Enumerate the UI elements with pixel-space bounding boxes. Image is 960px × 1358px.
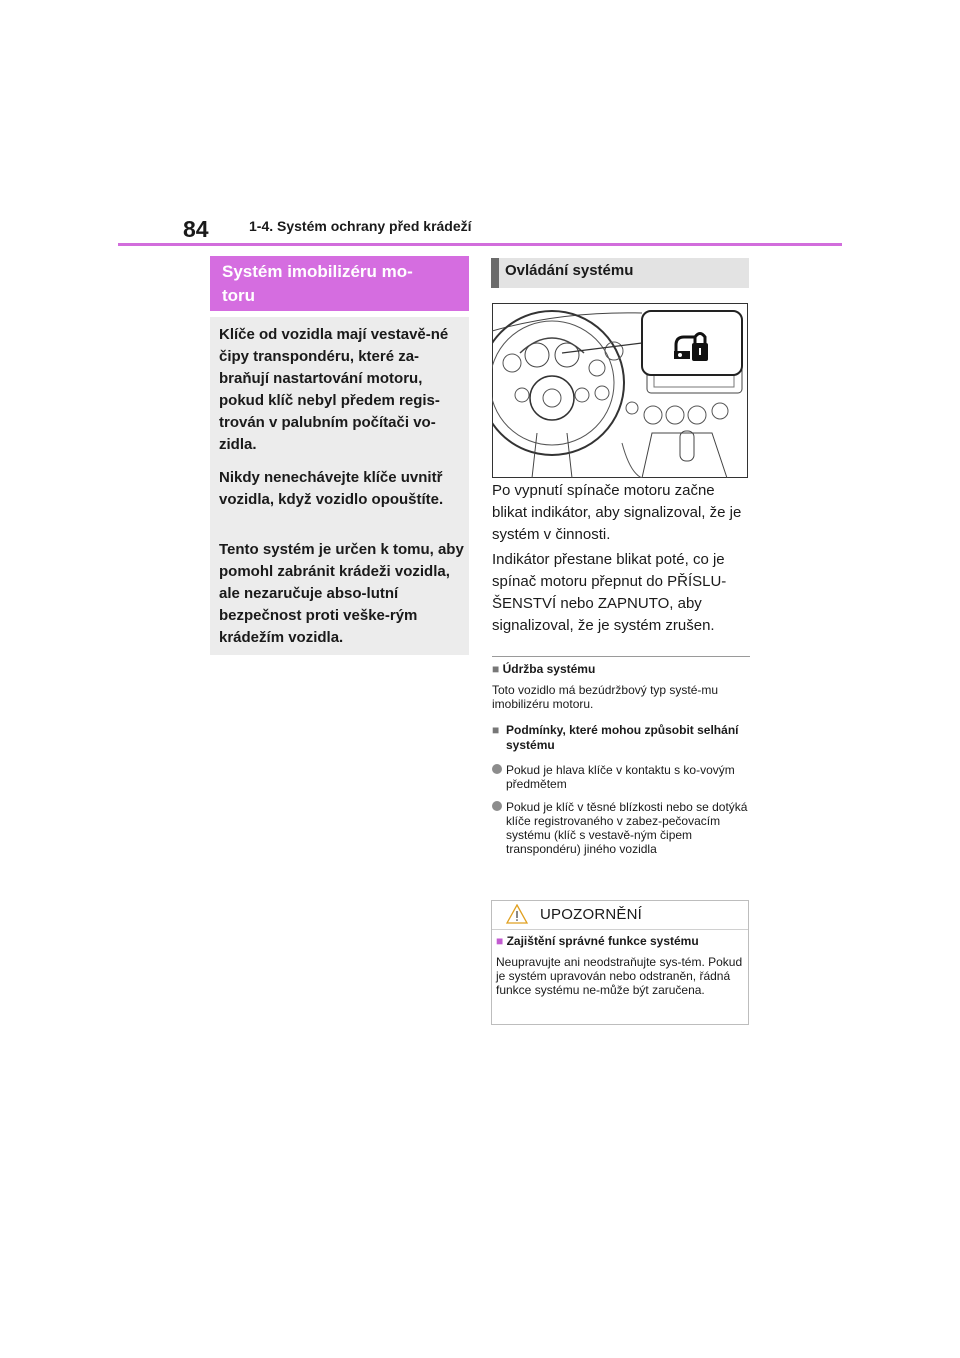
right-paragraph-1: Po vypnutí spínače motoru začne blikat indikátor, aby signalizoval, že je systém v činnosti.	[492, 482, 742, 543]
maintenance-text: Toto vozidlo má bezúdržbový typ systé-mu imobilizéru motoru.	[492, 683, 719, 711]
right-divider	[492, 656, 750, 657]
right-title-bar	[491, 258, 499, 288]
left-paragraph-1: Klíče od vozidla mají vestavě-né čipy transpondéru, které za-braňují nastartování motoru, pokud klíč nebyl předem regis-trován v palubním počítači vo-zidla.	[219, 326, 449, 453]
warning-subheading-text: Zajištění správné funkce systému	[506, 934, 699, 948]
warning-triangle-icon	[506, 904, 528, 924]
page-number: 84	[183, 216, 209, 242]
left-paragraph-3: Tento systém je určen k tomu, aby pomohl zabránit krádeži vozidla, ale nezaručuje abso-lutní bezpečnost proti veške-rým krádežím vozidla.	[219, 541, 464, 646]
round-bullet-icon	[492, 764, 502, 774]
condition-bullet-2	[492, 800, 750, 856]
header-rule	[118, 243, 842, 246]
maintenance-heading	[492, 662, 750, 677]
warning-divider	[492, 929, 748, 930]
square-bullet-icon: ■	[492, 662, 500, 676]
section-header: 1-4. Systém ochrany před krádeží	[249, 218, 472, 234]
dashboard-illustration	[492, 303, 748, 478]
conditions-heading-text: Podmínky, které mohou způsobit selhání systému	[506, 723, 739, 752]
right-paragraph-2: Indikátor přestane blikat poté, co je spínač motoru přepnut do PŘÍSLU-ŠENSTVÍ nebo ZAPNUTO, aby signalizoval, že je systém zrušen.	[492, 551, 727, 634]
left-title-line-2: toru	[222, 286, 256, 305]
left-paragraph-2: Nikdy nenechávejte klíče uvnitř vozidla, když vozidlo opouštíte.	[219, 469, 444, 508]
warning-subheading	[496, 934, 744, 948]
left-title-line-1: Systém imobilizéru mo-	[222, 262, 413, 281]
warning-title: UPOZORNĚNÍ	[540, 906, 643, 923]
round-bullet-icon	[492, 801, 502, 811]
conditions-heading	[492, 723, 750, 753]
condition-bullet-1-text: Pokud je hlava klíče v kontaktu s ko-vovým předmětem	[506, 763, 735, 791]
square-bullet-icon: ■	[492, 723, 500, 737]
right-section-title: Ovládání systému	[505, 262, 634, 279]
condition-bullet-1	[492, 763, 750, 791]
left-section-title	[222, 260, 462, 308]
condition-bullet-2-text: Pokud je klíč v těsné blízkosti nebo se dotýká klíče registrovaného v zabez-pečovacím systému (klíč s vestavě-ným čipem transpondéru) jiného vozidla	[506, 800, 748, 856]
square-bullet-icon: ■	[496, 934, 504, 948]
warning-text: Neupravujte ani neodstraňujte sys-tém. Pokud je systém upravován nebo odstraněn, řádná funkce systému ne-může být zaručena.	[496, 955, 743, 997]
maintenance-heading-text: Údržba systému	[502, 662, 596, 676]
